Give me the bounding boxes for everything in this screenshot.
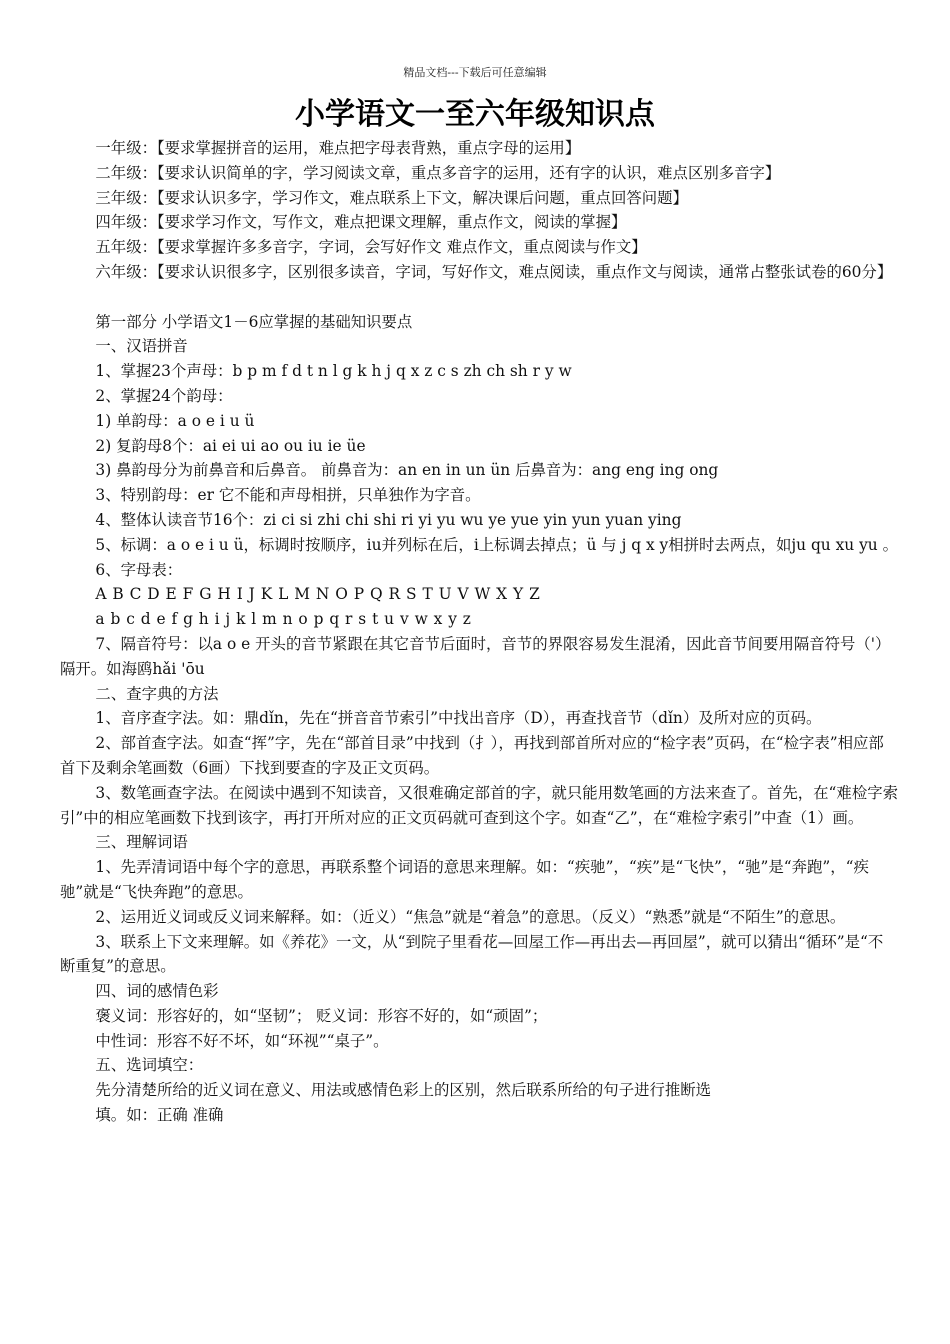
words-item: 1、先弄清词语中每个字的意思，再联系整个词语的意思来理解。如：“疾驰”，“疾”是“飞快”，“驰”是“奔跑”，“疾驰”就是“飞快奔跑”的意思。	[60, 858, 869, 901]
pinyin-item: 4、整体认读音节16个：zi ci si zhi chi shi ri yi yu wu ye yue yin yun yuan ying	[95, 510, 682, 529]
dictionary-item: 3、数笔画查字法。在阅读中遇到不知读音，又很难确定部首的字，就只能用数笔画的方法来查了。首先，在“难检字索引”中的相应笔画数下找到该字，再打开所对应的正文页码就可查到这个字。如查“乙”，在“难检字索引”中查（1）画。	[60, 783, 898, 827]
part-heading: 第一部分 小学语文1－6应掌握的基础知识要点	[95, 312, 413, 331]
alphabet-uppercase: A B C D E F G H I J K L M N O P Q R S T U V W X Y Z	[95, 585, 541, 604]
section-heading-emotion: 四、词的感情色彩	[95, 982, 219, 1001]
pinyin-item: 2) 复韵母8个：ai ei ui ao ou iu ie üe	[95, 436, 366, 455]
emotion-item: 中性词：形容不好不坏，如“环视”“桌子”。	[95, 1031, 389, 1050]
alphabet-lowercase: a b c d e f g h i j k l m n o p q r s t u v w x y z	[95, 610, 472, 629]
section-heading-dictionary: 二、查字典的方法	[95, 684, 219, 703]
pinyin-item: 1) 单韵母：a o e i u ü	[95, 411, 255, 430]
section-heading-fill: 五、选词填空：	[95, 1056, 204, 1075]
pinyin-item: 6、字母表：	[95, 560, 183, 579]
fill-item: 先分清楚所给的近义词在意义、用法或感情色彩上的区别，然后联系所给的句子进行推断选	[95, 1081, 712, 1100]
document-body	[60, 136, 898, 1128]
section-heading-words: 三、理解词语	[95, 833, 188, 852]
words-item: 2、运用近义词或反义词来解释。如：（近义）“焦急”就是“着急”的意思。（反义）“熟悉”就是“不陌生”的意思。	[95, 907, 846, 926]
grade-line: 四年级：【要求学习作文，写作文，难点把课文理解，重点作文，阅读的掌握】	[95, 213, 627, 232]
pinyin-item: 7、隔音符号：以a o e 开头的音节紧跟在其它音节后面时，音节的界限容易发生混淆，因此音节间要用隔音符号（'）隔开。如海鸥hǎi 'ōu	[60, 634, 891, 678]
pinyin-item: 1、掌握23个声母：b p m f d t n l g k h j q x z c s zh ch sh r y w	[95, 362, 572, 381]
pinyin-item: 2、掌握24个韵母：	[95, 386, 233, 405]
fill-item: 填。如：正确 准确	[95, 1106, 224, 1125]
dictionary-item: 1、音序查字法。如：鼎dǐn，先在“拼音音节索引”中找出音序（D），再查找音节（dǐn）及所对应的页码。	[95, 709, 822, 728]
emotion-item: 褒义词：形容好的，如“坚韧”； 贬义词：形容不好的，如“顽固”；	[95, 1006, 548, 1025]
spacer	[60, 285, 898, 310]
page-header: 精品文档---下载后可任意编辑	[403, 66, 547, 79]
page-title: 小学语文一至六年级知识点	[295, 97, 655, 132]
dictionary-item: 2、部首查字法。如查“挥”字，先在“部首目录”中找到（扌），再找到部首所对应的“检字表”页码，在“检字表”相应部首下及剩余笔画数（6画）下找到要查的字及正文页码。	[60, 734, 884, 777]
grade-line: 一年级：【要求掌握拼音的运用，难点把字母表背熟，重点字母的运用】	[95, 139, 581, 157]
words-item: 3、联系上下文来理解。如《养花》一文，从“到院子里看花—回屋工作—再出去—再回屋”，就可以猜出“循环”是“不断重复”的意思。	[60, 932, 884, 976]
section-heading-pinyin: 一、汉语拼音	[95, 337, 188, 356]
grade-line: 二年级：【要求认识简单的字，学习阅读文章，重点多音字的运用，还有字的认识，难点区别多音字】	[95, 163, 781, 182]
pinyin-item: 3) 鼻韵母分为前鼻音和后鼻音。 前鼻音为：an en in un ün 后鼻音为：ang eng ing ong	[95, 461, 719, 480]
pinyin-item: 5、标调：a o e i u ü，标调时按顺序，iu并列标在后，i上标调去掉点；ü 与 j q x y相拼时去两点，如ju qu xu yu 。	[95, 535, 898, 554]
grade-line: 三年级：【要求认识多字，学习作文，难点联系上下文，解决课后问题，重点回答问题】	[95, 188, 688, 207]
pinyin-item: 3、特别韵母：er 它不能和声母相拼，只单独作为字音。	[95, 486, 481, 505]
grade-line: 五年级：【要求掌握许多多音字，字词，会写好作文 难点作文，重点阅读与作文】	[95, 238, 647, 257]
grade-line: 六年级：【要求认识很多字，区别很多读音，字词，写好作文，难点阅读，重点作文与阅读，通常占整张试卷的60分】	[95, 262, 893, 281]
